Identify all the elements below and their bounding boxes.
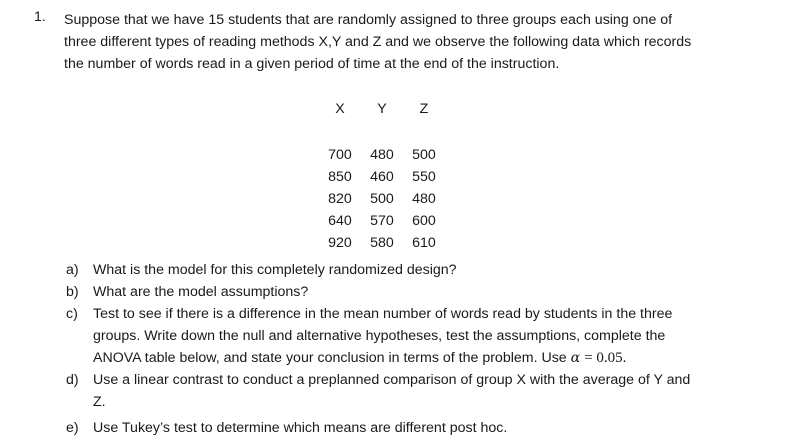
column-header-z: Z xyxy=(419,101,429,117)
alpha-value: = 0.05 xyxy=(584,350,623,366)
table-cell: 640 xyxy=(328,213,352,229)
table-row xyxy=(320,188,444,210)
end-punctuation: . xyxy=(622,350,627,366)
table-cell: 570 xyxy=(370,213,394,229)
table-row xyxy=(320,144,444,166)
sub-question-b xyxy=(66,281,756,303)
sub-question-text xyxy=(93,303,672,369)
table-cell: 610 xyxy=(412,235,436,251)
sub-question-e xyxy=(66,417,756,439)
sub-question-label: d) xyxy=(66,372,79,388)
sub-question-line: Test to see if there is a difference in the mean number of words read by students in the three xyxy=(93,306,673,322)
sub-question-line: What is the model for this completely randomized design? xyxy=(93,262,457,278)
table-row xyxy=(320,166,444,188)
sub-question-d xyxy=(66,369,756,413)
sub-question-line: Use Tukey’s test to determine which means are different post hoc. xyxy=(93,420,508,436)
table-cell: 500 xyxy=(370,191,394,207)
sub-question-text xyxy=(93,417,507,439)
sub-question-a xyxy=(66,259,756,281)
sub-question-text xyxy=(93,281,308,303)
sub-question-line: What are the model assumptions? xyxy=(93,284,309,300)
column-header-x: X xyxy=(335,101,345,117)
table-cell: 460 xyxy=(370,169,394,185)
sub-question-line: Z. xyxy=(93,394,106,410)
table-header-row xyxy=(320,98,444,120)
sub-question-text xyxy=(93,369,690,413)
column-header-y: Y xyxy=(377,101,387,117)
table-cell: 480 xyxy=(412,191,436,207)
sub-question-label: e) xyxy=(66,420,79,436)
alpha-symbol: α xyxy=(570,350,581,366)
table-cell: 920 xyxy=(328,235,352,251)
table-row xyxy=(320,210,444,232)
table-row xyxy=(320,232,444,254)
stem-line: the number of words read in a given period of time at the end of the instruction. xyxy=(64,56,560,72)
sub-question-line xyxy=(93,347,672,369)
sub-question-text xyxy=(93,259,457,281)
question-number: 1. xyxy=(34,9,46,25)
stem-line: three different types of reading methods X,Y and Z and we observe the following data which records xyxy=(64,34,692,50)
sub-question-label: a) xyxy=(66,262,79,278)
sub-question-label: b) xyxy=(66,284,79,300)
table-cell: 600 xyxy=(412,213,436,229)
stem-line: Suppose that we have 15 students that are randomly assigned to three groups each using one of xyxy=(64,12,673,28)
table-cell: 550 xyxy=(412,169,436,185)
table-cell: 500 xyxy=(412,147,436,163)
sub-question-line: groups. Write down the null and alternative hypotheses, test the assumptions, complete the xyxy=(93,328,666,344)
sub-question-list xyxy=(66,259,756,439)
table-cell: 820 xyxy=(328,191,352,207)
table-cell: 480 xyxy=(370,147,394,163)
table-cell: 700 xyxy=(328,147,352,163)
data-table xyxy=(320,98,444,254)
sub-question-line: Use a linear contrast to conduct a preplanned comparison of group X with the average of Y and xyxy=(93,372,691,388)
sub-question-label: c) xyxy=(66,306,78,322)
sub-question-line-text: ANOVA table below, and state your conclusion in terms of the problem. Use xyxy=(93,350,567,366)
sub-question-c xyxy=(66,303,756,369)
table-cell: 580 xyxy=(370,235,394,251)
question-stem xyxy=(64,9,764,75)
table-cell: 850 xyxy=(328,169,352,185)
